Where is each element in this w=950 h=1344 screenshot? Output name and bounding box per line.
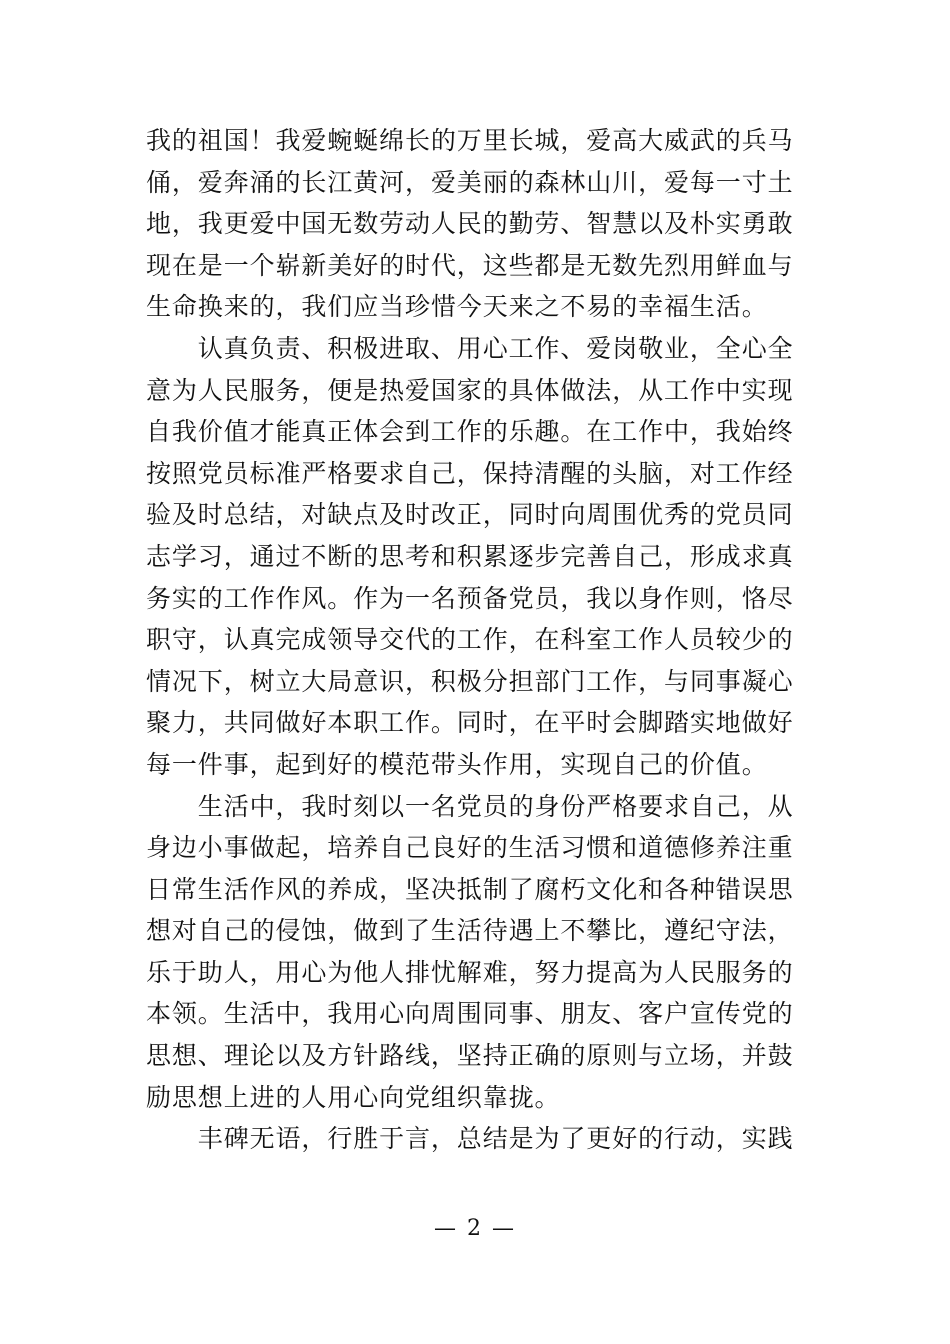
text-line-25: 丰碑无语，行胜于言，总结是为了更好的行动，实践 [146, 1124, 794, 1154]
text-line-16: 每一件事，起到好的模范带头作用，实现自己的价值。 [146, 749, 768, 779]
body-text [146, 120, 818, 1160]
text-line-7: 意为人民服务，便是热爱国家的具体做法，从工作中实现 [146, 375, 794, 405]
text-line-21: 乐于助人，用心为他人排忧解难，努力提高为人民服务的 [146, 957, 794, 987]
text-line-20: 想对自己的侵蚀，做到了生活待遇上不攀比，遵纪守法， [146, 916, 794, 946]
text-line-13: 职守，认真完成领导交代的工作，在科室工作人员较少的 [146, 625, 794, 655]
text-line-9: 按照党员标准严格要求自己，保持清醒的头脑，对工作经 [146, 458, 794, 488]
text-line-10: 验及时总结，对缺点及时改正，同时向周围优秀的党员同 [146, 500, 794, 530]
page-number: — 2 — [434, 1216, 516, 1241]
text-line-17: 生活中，我时刻以一名党员的身份严格要求自己，从 [146, 791, 794, 821]
text-line-23: 思想、理论以及方针路线，坚持正确的原则与立场，并鼓 [146, 1041, 794, 1071]
text-line-1: 我的祖国！我爱蜿蜒绵长的万里长城，爱高大威武的兵马 [146, 126, 794, 155]
text-line-2: 俑，爱奔涌的长江黄河，爱美丽的森林山川，爱每一寸土 [146, 167, 794, 197]
text-line-5: 生命换来的，我们应当珍惜今天来之不易的幸福生活。 [146, 292, 768, 322]
text-line-6: 认真负责、积极进取、用心工作、爱岗敬业，全心全 [146, 333, 794, 363]
text-line-4: 现在是一个崭新美好的时代，这些都是无数先烈用鲜血与 [146, 250, 794, 280]
text-line-19: 日常生活作风的养成，坚决抵制了腐朽文化和各种错误思 [146, 874, 794, 904]
text-line-3: 地，我更爱中国无数劳动人民的勤劳、智慧以及朴实勇敢 [146, 209, 794, 239]
text-line-12: 务实的工作作风。作为一名预备党员，我以身作则，恪尽 [146, 583, 794, 613]
text-line-8: 自我价值才能真正体会到工作的乐趣。在工作中，我始终 [146, 417, 794, 447]
text-line-15: 聚力，共同做好本职工作。同时，在平时会脚踏实地做好 [146, 708, 794, 738]
text-line-22: 本领。生活中，我用心向周围同事、朋友、客户宣传党的 [146, 999, 794, 1029]
text-line-11: 志学习，通过不断的思考和积累逐步完善自己，形成求真 [146, 541, 794, 571]
text-line-18: 身边小事做起，培养自己良好的生活习惯和道德修养注重 [146, 833, 794, 863]
text-line-14: 情况下，树立大局意识，积极分担部门工作，与同事凝心 [146, 666, 794, 696]
text-line-24: 励思想上进的人用心向党组织靠拢。 [146, 1082, 561, 1112]
